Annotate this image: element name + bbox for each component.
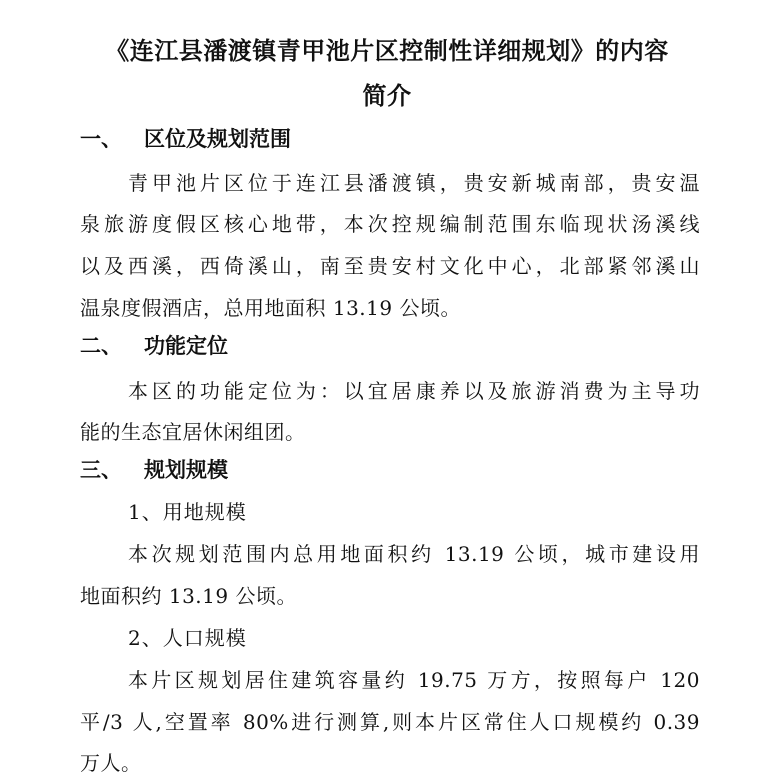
section-title: 规划规模 bbox=[144, 457, 228, 482]
section-number: 二、 bbox=[80, 333, 122, 358]
document-title-line-2: 简介 bbox=[362, 81, 412, 110]
section-heading-scale bbox=[80, 452, 228, 488]
section-number: 三、 bbox=[80, 457, 122, 482]
paragraph-line: 本次规划范围内总用地面积约 13.19 公顷，城市建设用 bbox=[128, 542, 700, 566]
paragraph-line: 青甲池片区位于连江县潘渡镇，贵安新城南部，贵安温 bbox=[128, 171, 700, 195]
section-heading-location bbox=[80, 121, 291, 157]
subsection-heading-population: 2、人口规模 bbox=[128, 626, 247, 650]
paragraph-line: 以及西溪，西倚溪山，南至贵安村文化中心，北部紧邻溪山 bbox=[80, 254, 700, 278]
paragraph-line: 本区的功能定位为：以宜居康养以及旅游消费为主导功 bbox=[128, 379, 700, 403]
paragraph-line: 温泉度假酒店，总用地面积 13.19 公顷。 bbox=[80, 296, 461, 320]
section-title: 功能定位 bbox=[144, 333, 228, 358]
paragraph-line: 万人。 bbox=[80, 751, 142, 775]
paragraph-line: 泉旅游度假区核心地带，本次控规编制范围东临现状汤溪线 bbox=[80, 212, 700, 236]
section-title: 区位及规划范围 bbox=[144, 126, 291, 151]
section-heading-function bbox=[80, 328, 228, 364]
paragraph-line: 地面积约 13.19 公顷。 bbox=[80, 584, 297, 608]
subsection-heading-land: 1、用地规模 bbox=[128, 500, 247, 524]
section-number: 一、 bbox=[80, 126, 122, 151]
paragraph-line: 能的生态宜居休闲组团。 bbox=[80, 420, 306, 444]
document-title-line-1: 《连江县潘渡镇青甲池片区控制性详细规划》的内容 bbox=[105, 36, 669, 65]
paragraph-line: 本片区规划居住建筑容量约 19.75 万方，按照每户 120 bbox=[128, 668, 700, 692]
paragraph-line: 平/3 人,空置率 80%进行测算,则本片区常住人口规模约 0.39 bbox=[80, 710, 700, 734]
